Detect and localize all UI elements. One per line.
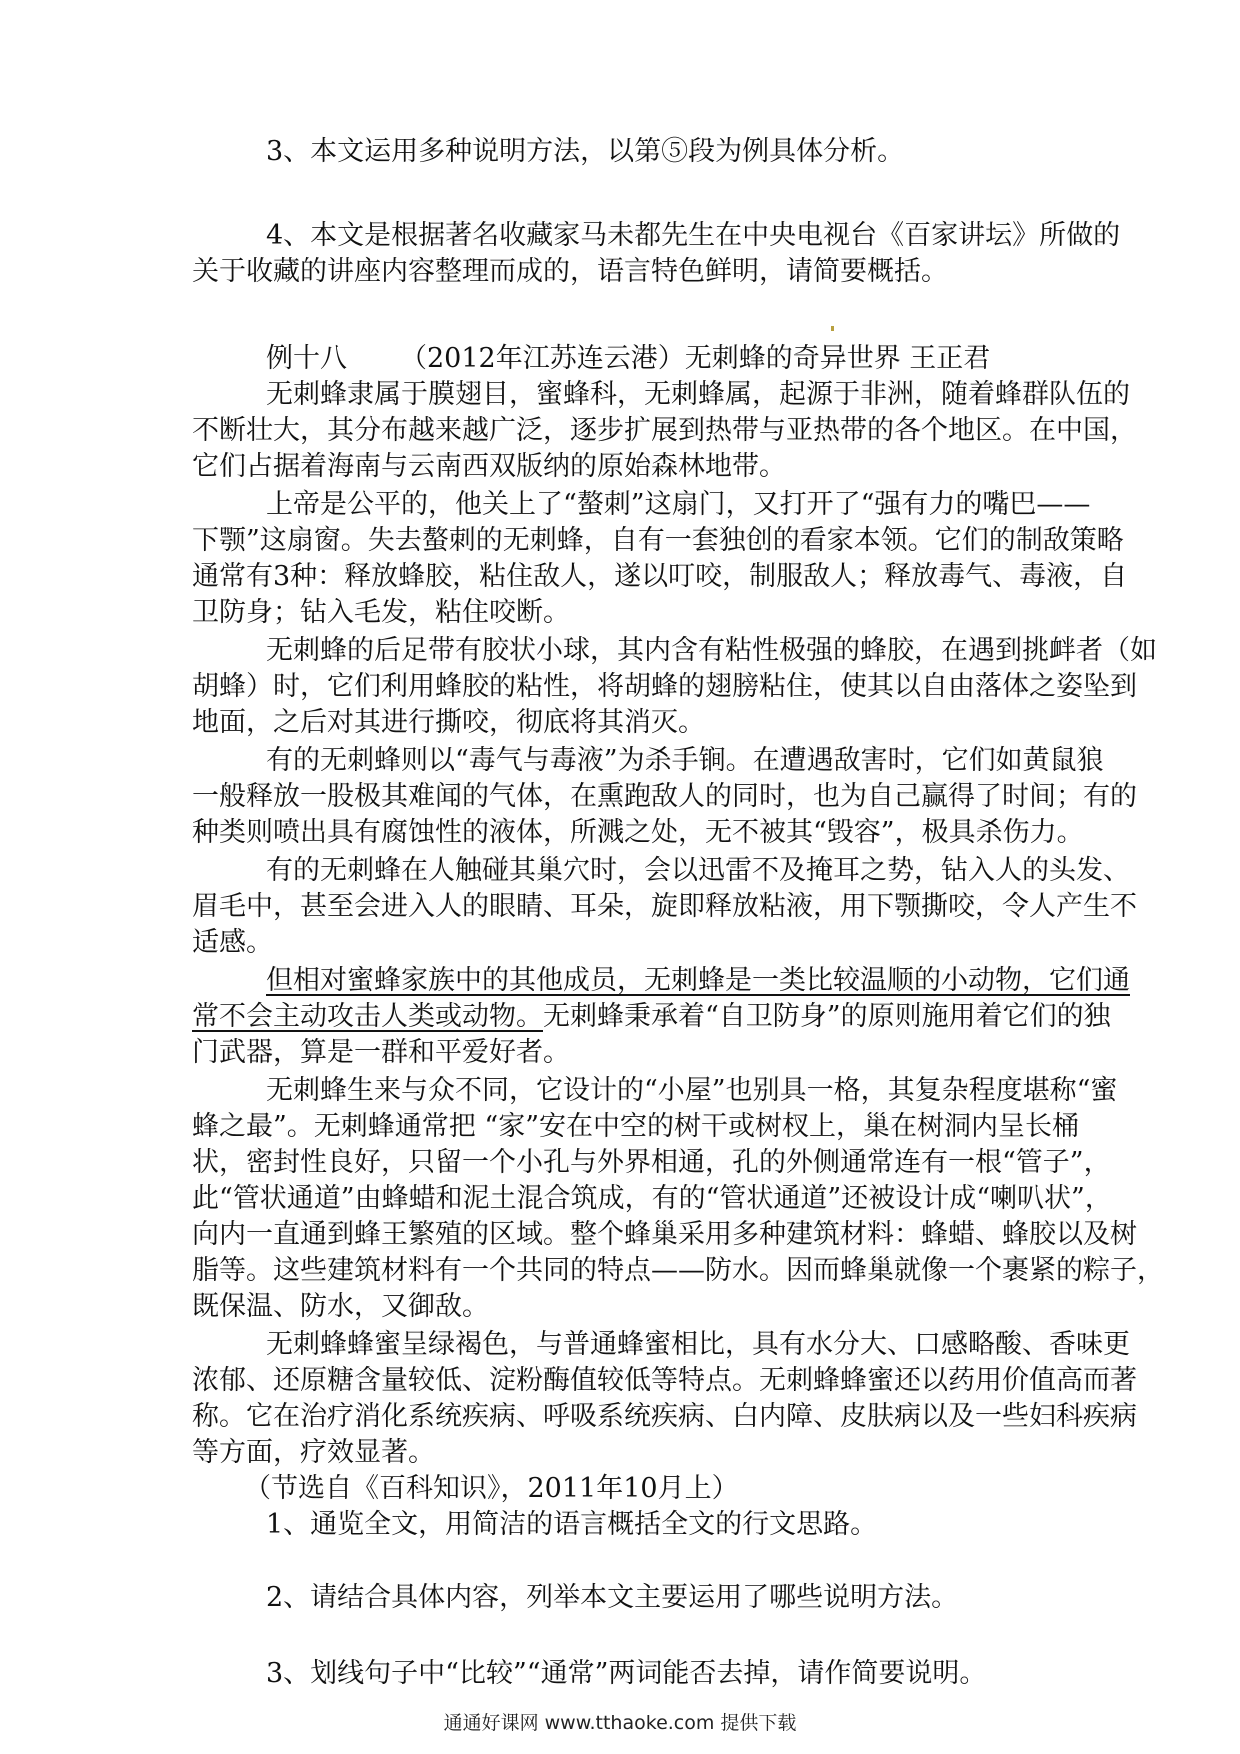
example-title: （2012年江苏连云港）无刺蜂的奇异世界 王正君 bbox=[400, 343, 991, 374]
prev-question-3: 3、本文运用多种说明方法，以第⑤段为例具体分析。 bbox=[266, 136, 905, 167]
paragraph-line: 此“管状通道”由蜂蜡和泥土混合筑成，有的“管状通道”还被设计成“喇叭状”， bbox=[192, 1183, 1112, 1214]
prev-question-4-line2: 关于收藏的讲座内容整理而成的，语言特色鲜明，请简要概括。 bbox=[192, 256, 948, 287]
example-heading bbox=[266, 341, 990, 377]
paragraph-line: 无刺蜂生来与众不同，它设计的“小屋”也别具一格，其复杂程度堪称“蜜 bbox=[266, 1075, 1118, 1106]
paragraph-line: 称。它在治疗消化系统疾病、呼吸系统疾病、白内障、皮肤病以及一些妇科疾病 bbox=[192, 1401, 1137, 1432]
paragraph-line: 胡蜂）时，它们利用蜂胶的粘性，将胡蜂的翅膀粘住，使其以自由落体之姿坠到 bbox=[192, 671, 1137, 702]
paragraph-line: 蜂之最”。无刺蜂通常把 “家”安在中空的树干或树杈上，巢在树洞内呈长桶 bbox=[192, 1111, 1079, 1142]
underlined-sentence-end: 常不会主动攻击人类或动物。 bbox=[192, 1001, 543, 1032]
paragraph-line bbox=[192, 999, 1111, 1035]
paragraph-line bbox=[266, 963, 1130, 999]
paragraph-line: 无刺蜂的后足带有胶状小球，其内含有粘性极强的蜂胶，在遇到挑衅者（如 bbox=[266, 635, 1157, 666]
paragraph-line: 上帝是公平的，他关上了“螯刺”这扇门，又打开了“强有力的嘴巴—— bbox=[266, 489, 1091, 520]
paragraph-line: 有的无刺蜂则以“毒气与毒液”为杀手锏。在遭遇敌害时，它们如黄鼠狼 bbox=[266, 745, 1104, 776]
paragraph-line: 门武器，算是一群和平爱好者。 bbox=[192, 1037, 570, 1068]
paragraph-line: 一般释放一股极其难闻的气体，在熏跑敌人的同时，也为自己赢得了时间；有的 bbox=[192, 781, 1137, 812]
paragraph-line: 适感。 bbox=[192, 927, 273, 958]
paragraph-line: 既保温、防水，又御敌。 bbox=[192, 1291, 489, 1322]
paragraph-line: 它们占据着海南与云南西双版纳的原始森林地带。 bbox=[192, 451, 786, 482]
paragraph-line: 等方面，疗效显著。 bbox=[192, 1437, 435, 1468]
paragraph-line: 浓郁、还原糖含量较低、淀粉酶值较低等特点。无刺蜂蜂蜜还以药用价值高而著 bbox=[192, 1365, 1137, 1396]
prev-question-4-line1: 4、本文是根据著名收藏家马未都先生在中央电视台《百家讲坛》所做的 bbox=[266, 220, 1121, 251]
question-1: 1、通览全文，用简洁的语言概括全文的行文思路。 bbox=[266, 1509, 878, 1540]
paragraph-line: 地面，之后对其进行撕咬，彻底将其消灭。 bbox=[192, 707, 705, 738]
example-number: 例十八 bbox=[266, 343, 347, 374]
paragraph-line: 有的无刺蜂在人触碰其巢穴时，会以迅雷不及掩耳之势，钻入人的头发、 bbox=[266, 855, 1130, 886]
paragraph-line: 脂等。这些建筑材料有一个共同的特点——防水。因而蜂巢就像一个裹紧的粽子， bbox=[192, 1255, 1164, 1286]
paragraph-line: 向内一直通到蜂王繁殖的区域。整个蜂巢采用多种建筑材料：蜂蜡、蜂胶以及树 bbox=[192, 1219, 1137, 1250]
question-3: 3、划线句子中“比较”“通常”两词能否去掉，请作简要说明。 bbox=[266, 1658, 987, 1689]
source-citation: （节选自《百科知识》，2011年10月上） bbox=[244, 1473, 739, 1504]
paragraph-line: 不断壮大，其分布越来越广泛，逐步扩展到热带与亚热带的各个地区。在中国， bbox=[192, 415, 1137, 446]
paragraph-line: 无刺蜂隶属于膜翅目，蜜蜂科，无刺蜂属，起源于非洲，随着蜂群队伍的 bbox=[266, 379, 1130, 410]
underlined-sentence: 但相对蜜蜂家族中的其他成员，无刺蜂是一类比较温顺的小动物，它们通 bbox=[266, 965, 1130, 996]
question-2: 2、请结合具体内容，列举本文主要运用了哪些说明方法。 bbox=[266, 1582, 959, 1613]
page-footer: 通通好课网 www.tthaoke.com 提供下载 bbox=[443, 1712, 797, 1734]
paragraph-line: 下颚”这扇窗。失去螯刺的无刺蜂，自有一套独创的看家本领。它们的制敌策略 bbox=[192, 525, 1124, 556]
paragraph-line: 通常有3种：释放蜂胶，粘住敌人，遂以叮咬，制服敌人；释放毒气、毒液，自 bbox=[192, 561, 1128, 592]
paragraph-line: 状，密封性良好，只留一个小孔与外界相通，孔的外侧通常连有一根“管子”， bbox=[192, 1147, 1111, 1178]
paragraph-line: 无刺蜂蜂蜜呈绿褐色，与普通蜂蜜相比，具有水分大、口感略酸、香味更 bbox=[266, 1329, 1130, 1360]
sentence-continuation: 无刺蜂秉承着“自卫防身”的原则施用着它们的独 bbox=[543, 1001, 1111, 1032]
paragraph-line: 眉毛中，甚至会进入人的眼睛、耳朵，旋即释放粘液，用下颚撕咬，令人产生不 bbox=[192, 891, 1137, 922]
scan-speck bbox=[831, 326, 834, 331]
paragraph-line: 种类则喷出具有腐蚀性的液体，所溅之处，无不被其“毁容”，极具杀伤力。 bbox=[192, 817, 1084, 848]
paragraph-line: 卫防身；钻入毛发，粘住咬断。 bbox=[192, 597, 570, 628]
